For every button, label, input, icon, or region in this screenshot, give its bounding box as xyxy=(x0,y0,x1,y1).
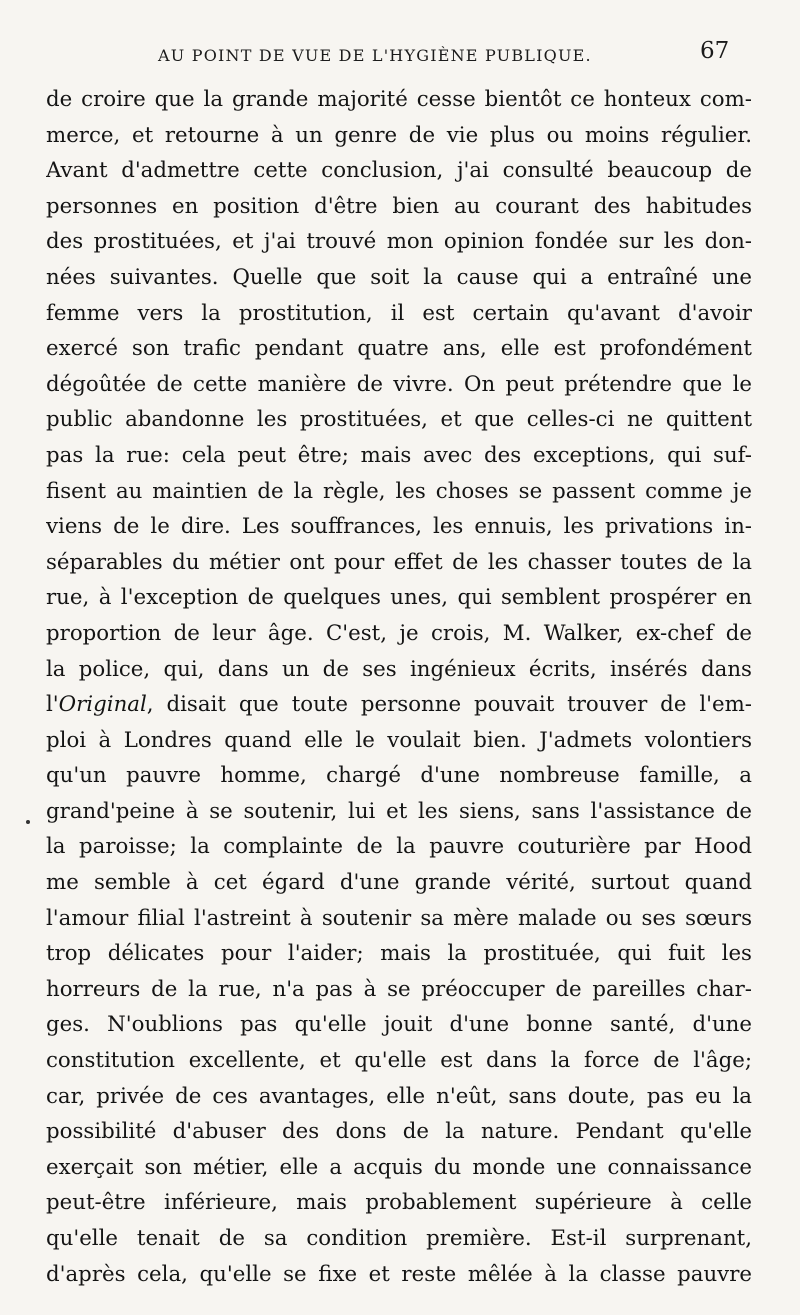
text-line: des prostituées, et j'ai trouvé mon opinion fondée sur les don- xyxy=(46,229,752,255)
text-line: de croire que la grande majorité cesse bientôt ce honteux com- xyxy=(46,87,752,112)
text-fragment: , disait que toute personne pouvait trouver de l'em- xyxy=(146,692,752,718)
text-fragment: l' xyxy=(46,692,59,718)
body-text xyxy=(46,82,752,1292)
text-line: qu'un pauvre homme, chargé d'une nombreuse famille, a xyxy=(46,763,752,789)
text-line-italic-title xyxy=(46,687,752,723)
text-line: horreurs de la rue, n'a pas à se préoccuper de pareilles char- xyxy=(46,976,752,1002)
text-line: la police, qui, dans un de ses ingénieux écrits, insérés dans xyxy=(46,656,752,682)
text-line: me semble à cet égard d'une grande vérité, surtout quand xyxy=(46,870,752,896)
running-title: AU POINT DE VUE DE L'HYGIÈNE PUBLIQUE. xyxy=(158,46,592,65)
text-line: la paroisse; la complainte de la pauvre couturière par Hood xyxy=(46,834,752,860)
text-line: dégoûtée de cette manière de vivre. On peut prétendre que le xyxy=(46,371,752,397)
text-line: exercé son trafic pendant quatre ans, elle est profondément xyxy=(46,336,752,362)
text-line: l'amour filial l'astreint à soutenir sa mère malade ou ses sœurs xyxy=(46,905,752,931)
italic-title: Original xyxy=(58,692,147,718)
text-line: merce, et retourne à un genre de vie plus ou moins régulier. xyxy=(46,122,752,148)
text-line: personnes en position d'être bien au courant des habitudes xyxy=(46,193,752,219)
text-line: trop délicates pour l'aider; mais la prostituée, qui fuit les xyxy=(46,941,752,967)
print-speck xyxy=(26,820,30,824)
text-line: qu'elle tenait de sa condition première. Est-il surprenant, xyxy=(46,1226,752,1251)
text-line: rue, à l'exception de quelques unes, qui semblent prospérer en xyxy=(46,585,752,611)
text-line: nées suivantes. Quelle que soit la cause qui a entraîné une xyxy=(46,264,752,290)
text-line: car, privée de ces avantages, elle n'eût, sans doute, pas eu la xyxy=(46,1083,752,1109)
text-line: pas la rue: cela peut être; mais avec des exceptions, qui suf- xyxy=(46,442,752,468)
text-line: proportion de leur âge. C'est, je crois, M. Walker, ex-chef de xyxy=(46,620,752,646)
text-line: femme vers la prostitution, il est certain qu'avant d'avoir xyxy=(46,300,752,326)
text-line: constitution excellente, et qu'elle est dans la force de l'âge; xyxy=(46,1048,752,1074)
text-line: séparables du métier ont pour effet de les chasser toutes de la xyxy=(46,549,752,575)
text-line: fisent au maintien de la règle, les choses se passent comme je xyxy=(46,478,752,504)
text-line: Avant d'admettre cette conclusion, j'ai consulté beaucoup de xyxy=(46,158,752,184)
text-line: ges. N'oublions pas qu'elle jouit d'une bonne santé, d'une xyxy=(46,1012,752,1038)
text-line: viens de le dire. Les souffrances, les ennuis, les privations in- xyxy=(46,514,752,540)
text-line: public abandonne les prostituées, et que celles-ci ne quittent xyxy=(46,407,752,433)
text-line: peut-être inférieure, mais probablement supérieure à celle xyxy=(46,1190,752,1216)
text-line: d'après cela, qu'elle se fixe et reste mêlée à la classe pauvre xyxy=(46,1261,752,1287)
page-number: 67 xyxy=(700,38,730,64)
text-line: grand'peine à se soutenir, lui et les siens, sans l'assistance de xyxy=(46,798,752,824)
text-line: exerçait son métier, elle a acquis du monde une connaissance xyxy=(46,1154,752,1180)
text-line: possibilité d'abuser des dons de la nature. Pendant qu'elle xyxy=(46,1119,752,1145)
text-line: ploi à Londres quand elle le voulait bien. J'admets volontiers xyxy=(46,727,752,753)
running-header xyxy=(0,36,800,72)
